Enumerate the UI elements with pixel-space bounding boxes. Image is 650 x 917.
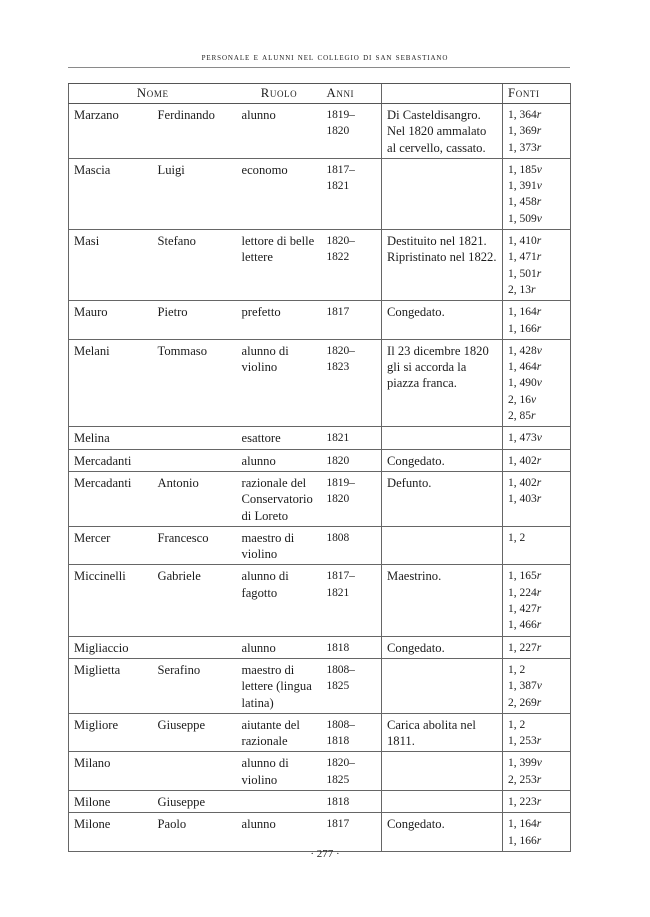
- cell-fonti: [503, 713, 571, 752]
- table-row: [69, 301, 571, 340]
- source-reference: [508, 772, 565, 788]
- cell-anni: 1819–1820: [322, 471, 382, 526]
- cell-fonti: [503, 471, 571, 526]
- source-folio: 1, 164: [508, 306, 537, 319]
- cell-cognome: Milone: [69, 813, 153, 852]
- cell-note: [382, 427, 503, 449]
- source-folio: 1, 458: [508, 196, 537, 209]
- cell-nome: Serafino: [153, 658, 237, 713]
- cell-fonti: [503, 526, 571, 565]
- source-reference: [508, 162, 565, 178]
- source-side: r: [536, 361, 542, 374]
- cell-nome: [153, 636, 237, 658]
- cell-ruolo: alunno: [237, 813, 322, 852]
- table-row: [69, 565, 571, 636]
- cell-fonti: [503, 301, 571, 340]
- source-reference: [508, 249, 565, 265]
- cell-note: Congedato.: [382, 636, 503, 658]
- cell-ruolo: economo: [237, 158, 322, 229]
- source-folio: 1, 490: [508, 377, 537, 390]
- cell-ruolo: alunno di fagotto: [237, 565, 322, 636]
- header-note: [382, 84, 503, 104]
- source-side: r: [536, 476, 542, 489]
- cell-note: Destituito nel 1821. Ripristinato nel 1822.: [382, 230, 503, 301]
- source-side: r: [536, 493, 542, 506]
- source-reference: [508, 662, 565, 678]
- cell-fonti: [503, 565, 571, 636]
- source-folio: 1, 369: [508, 125, 537, 138]
- cell-cognome: Mascia: [69, 158, 153, 229]
- source-folio: 1, 410: [508, 235, 537, 248]
- table-row: [69, 449, 571, 471]
- table-row: [69, 104, 571, 159]
- cell-note: Congedato.: [382, 301, 503, 340]
- cell-fonti: [503, 158, 571, 229]
- cell-nome: Giuseppe: [153, 713, 237, 752]
- source-folio: 2, 269: [508, 696, 537, 709]
- source-folio: 2, 16: [508, 393, 531, 406]
- cell-nome: Stefano: [153, 230, 237, 301]
- source-folio: 2, 253: [508, 773, 537, 786]
- cell-anni: 1818: [322, 790, 382, 812]
- cell-note: Defunto.: [382, 471, 503, 526]
- source-side: v: [536, 344, 542, 357]
- cell-note: Congedato.: [382, 813, 503, 852]
- cell-ruolo: lettore di belle lettere: [237, 230, 322, 301]
- source-reference: [508, 530, 565, 546]
- source-side: r: [536, 141, 542, 154]
- cell-fonti: [503, 752, 571, 791]
- table-row: [69, 636, 571, 658]
- source-reference: [508, 194, 565, 210]
- source-folio: 1, 166: [508, 322, 537, 335]
- cell-note: [382, 752, 503, 791]
- cell-note: Il 23 dicembre 1820 gli si accorda la piazza franca.: [382, 339, 503, 426]
- cell-fonti: [503, 813, 571, 852]
- cell-anni: 1808: [322, 526, 382, 565]
- source-side: v: [536, 163, 542, 176]
- cell-nome: Francesco: [153, 526, 237, 565]
- source-side: r: [536, 696, 542, 709]
- source-reference: [508, 123, 565, 139]
- header-fonti: Fonti: [503, 84, 571, 104]
- source-folio: 1, 2: [508, 531, 526, 544]
- source-side: r: [536, 818, 542, 831]
- source-side: v: [536, 377, 542, 390]
- source-reference: [508, 392, 565, 408]
- cell-anni: 1820–1822: [322, 230, 382, 301]
- source-folio: 1, 185: [508, 163, 537, 176]
- cell-nome: [153, 427, 237, 449]
- table-row: [69, 471, 571, 526]
- source-reference: [508, 695, 565, 711]
- source-side: r: [536, 641, 542, 654]
- source-folio: 1, 391: [508, 180, 537, 193]
- table-row: [69, 752, 571, 791]
- cell-cognome: Migliore: [69, 713, 153, 752]
- source-side: r: [536, 795, 542, 808]
- personnel-table: [68, 83, 571, 852]
- header-rule: [68, 67, 570, 68]
- source-reference: [508, 678, 565, 694]
- source-reference: [508, 343, 565, 359]
- cell-anni: 1808–1818: [322, 713, 382, 752]
- cell-ruolo: prefetto: [237, 301, 322, 340]
- cell-nome: [153, 752, 237, 791]
- source-side: r: [536, 306, 542, 319]
- source-side: r: [536, 619, 542, 632]
- running-head: personale e alunni nel collegio di san sebastiano: [201, 52, 449, 63]
- source-reference: [508, 475, 565, 491]
- source-folio: 1, 223: [508, 795, 537, 808]
- cell-cognome: Melina: [69, 427, 153, 449]
- cell-ruolo: razionale del Conservatorio di Loreto: [237, 471, 322, 526]
- source-reference: [508, 453, 565, 469]
- cell-anni: 1820–1823: [322, 339, 382, 426]
- source-reference: [508, 816, 565, 832]
- table-body: [69, 104, 571, 852]
- table-row: [69, 158, 571, 229]
- cell-ruolo: alunno: [237, 636, 322, 658]
- cell-anni: 1821: [322, 427, 382, 449]
- table-row: [69, 713, 571, 752]
- source-reference: [508, 359, 565, 375]
- cell-note: Di Casteldisangro. Nel 1820 ammalato al cervello, cassato.: [382, 104, 503, 159]
- cell-note: [382, 526, 503, 565]
- cell-cognome: Mauro: [69, 301, 153, 340]
- source-folio: 1, 471: [508, 251, 537, 264]
- source-reference: [508, 585, 565, 601]
- source-folio: 1, 402: [508, 476, 537, 489]
- source-folio: 1, 364: [508, 109, 537, 121]
- cell-anni: 1818: [322, 636, 382, 658]
- cell-cognome: Melani: [69, 339, 153, 426]
- cell-nome: Antonio: [153, 471, 237, 526]
- cell-nome: Gabriele: [153, 565, 237, 636]
- table-row: [69, 658, 571, 713]
- cell-ruolo: alunno: [237, 449, 322, 471]
- cell-nome: Luigi: [153, 158, 237, 229]
- source-reference: [508, 140, 565, 156]
- source-reference: [508, 794, 565, 810]
- cell-note: [382, 158, 503, 229]
- source-reference: [508, 568, 565, 584]
- source-folio: 1, 165: [508, 570, 537, 583]
- table-row: [69, 427, 571, 449]
- cell-cognome: Migliaccio: [69, 636, 153, 658]
- source-reference: [508, 211, 565, 227]
- source-folio: 1, 2: [508, 718, 526, 731]
- cell-anni: 1808–1825: [322, 658, 382, 713]
- source-side: r: [536, 570, 542, 583]
- source-folio: 1, 166: [508, 834, 537, 847]
- cell-anni: 1820: [322, 449, 382, 471]
- source-folio: 1, 373: [508, 141, 537, 154]
- cell-note: Maestrino.: [382, 565, 503, 636]
- cell-nome: Paolo: [153, 813, 237, 852]
- source-reference: [508, 601, 565, 617]
- cell-fonti: [503, 790, 571, 812]
- source-reference: [508, 717, 565, 733]
- source-reference: [508, 408, 565, 424]
- source-reference: [508, 617, 565, 633]
- cell-anni: 1817: [322, 813, 382, 852]
- cell-ruolo: alunno di violino: [237, 339, 322, 426]
- cell-cognome: Miglietta: [69, 658, 153, 713]
- source-folio: 1, 509: [508, 212, 537, 225]
- source-folio: 1, 253: [508, 735, 537, 748]
- cell-fonti: [503, 449, 571, 471]
- cell-nome: Giuseppe: [153, 790, 237, 812]
- source-folio: 1, 428: [508, 344, 537, 357]
- source-folio: 2, 85: [508, 410, 531, 423]
- source-side: v: [536, 212, 542, 225]
- source-side: r: [531, 410, 536, 423]
- cell-nome: Pietro: [153, 301, 237, 340]
- table-row: [69, 813, 571, 852]
- source-side: r: [536, 196, 542, 209]
- source-side: r: [531, 283, 536, 296]
- source-folio: 1, 501: [508, 267, 537, 280]
- source-reference: [508, 430, 565, 446]
- source-side: r: [536, 251, 542, 264]
- source-side: v: [536, 757, 542, 770]
- source-folio: 1, 403: [508, 493, 537, 506]
- source-side: v: [536, 180, 542, 193]
- source-side: v: [536, 432, 542, 445]
- source-side: r: [536, 773, 542, 786]
- cell-note: [382, 658, 503, 713]
- source-side: r: [536, 322, 542, 335]
- source-side: r: [536, 125, 542, 138]
- source-folio: 1, 427: [508, 603, 537, 616]
- header-ruolo: Ruolo: [237, 84, 322, 104]
- table-row: [69, 230, 571, 301]
- source-folio: 1, 2: [508, 663, 526, 676]
- source-folio: 1, 473: [508, 432, 537, 445]
- table-row: [69, 790, 571, 812]
- cell-cognome: Mercadanti: [69, 449, 153, 471]
- cell-fonti: [503, 427, 571, 449]
- cell-fonti: [503, 104, 571, 159]
- source-folio: 1, 224: [508, 586, 537, 599]
- source-reference: [508, 321, 565, 337]
- table-row: [69, 339, 571, 426]
- source-side: r: [536, 454, 542, 467]
- cell-fonti: [503, 230, 571, 301]
- header-nome: Nome: [69, 84, 237, 104]
- cell-ruolo: aiutante del razionale: [237, 713, 322, 752]
- cell-anni: 1817–1821: [322, 565, 382, 636]
- cell-ruolo: maestro di violino: [237, 526, 322, 565]
- cell-nome: [153, 449, 237, 471]
- source-reference: [508, 491, 565, 507]
- table-header-row: [69, 84, 571, 104]
- source-folio: 1, 466: [508, 619, 537, 632]
- cell-cognome: Milano: [69, 752, 153, 791]
- source-reference: [508, 755, 565, 771]
- source-reference: [508, 833, 565, 849]
- source-reference: [508, 282, 565, 298]
- cell-ruolo: alunno di violino: [237, 752, 322, 791]
- source-side: r: [536, 267, 542, 280]
- cell-cognome: Mercadanti: [69, 471, 153, 526]
- header-anni: Anni: [322, 84, 382, 104]
- cell-note: Carica abolita nel 1811.: [382, 713, 503, 752]
- cell-anni: 1817: [322, 301, 382, 340]
- cell-cognome: Miccinelli: [69, 565, 153, 636]
- source-reference: [508, 178, 565, 194]
- source-reference: [508, 375, 565, 391]
- source-reference: [508, 107, 565, 123]
- cell-ruolo: [237, 790, 322, 812]
- page-number: · 277 ·: [310, 848, 340, 860]
- cell-anni: 1819–1820: [322, 104, 382, 159]
- source-side: r: [536, 603, 542, 616]
- cell-cognome: Mercer: [69, 526, 153, 565]
- cell-cognome: Milone: [69, 790, 153, 812]
- source-folio: 1, 464: [508, 361, 537, 374]
- source-reference: [508, 733, 565, 749]
- cell-cognome: Marzano: [69, 104, 153, 159]
- source-folio: 1, 227: [508, 641, 537, 654]
- cell-anni: 1820–1825: [322, 752, 382, 791]
- cell-nome: Tommaso: [153, 339, 237, 426]
- cell-note: [382, 790, 503, 812]
- source-folio: 1, 399: [508, 757, 537, 770]
- cell-ruolo: alunno: [237, 104, 322, 159]
- cell-anni: 1817–1821: [322, 158, 382, 229]
- source-reference: [508, 304, 565, 320]
- source-side: v: [531, 393, 537, 406]
- source-side: r: [536, 834, 542, 847]
- source-reference: [508, 640, 565, 656]
- source-folio: 1, 387: [508, 680, 537, 693]
- source-reference: [508, 233, 565, 249]
- cell-cognome: Masi: [69, 230, 153, 301]
- cell-note: Congedato.: [382, 449, 503, 471]
- cell-ruolo: maestro di lettere (lingua latina): [237, 658, 322, 713]
- cell-fonti: [503, 339, 571, 426]
- source-folio: 1, 164: [508, 818, 537, 831]
- cell-fonti: [503, 636, 571, 658]
- source-side: r: [536, 109, 542, 121]
- source-folio: 1, 402: [508, 454, 537, 467]
- source-reference: [508, 266, 565, 282]
- source-folio: 2, 13: [508, 283, 531, 296]
- cell-ruolo: esattore: [237, 427, 322, 449]
- cell-fonti: [503, 658, 571, 713]
- table-row: [69, 526, 571, 565]
- source-side: r: [536, 735, 542, 748]
- source-side: v: [536, 680, 542, 693]
- source-side: r: [536, 586, 542, 599]
- cell-nome: Ferdinando: [153, 104, 237, 159]
- source-side: r: [536, 235, 542, 248]
